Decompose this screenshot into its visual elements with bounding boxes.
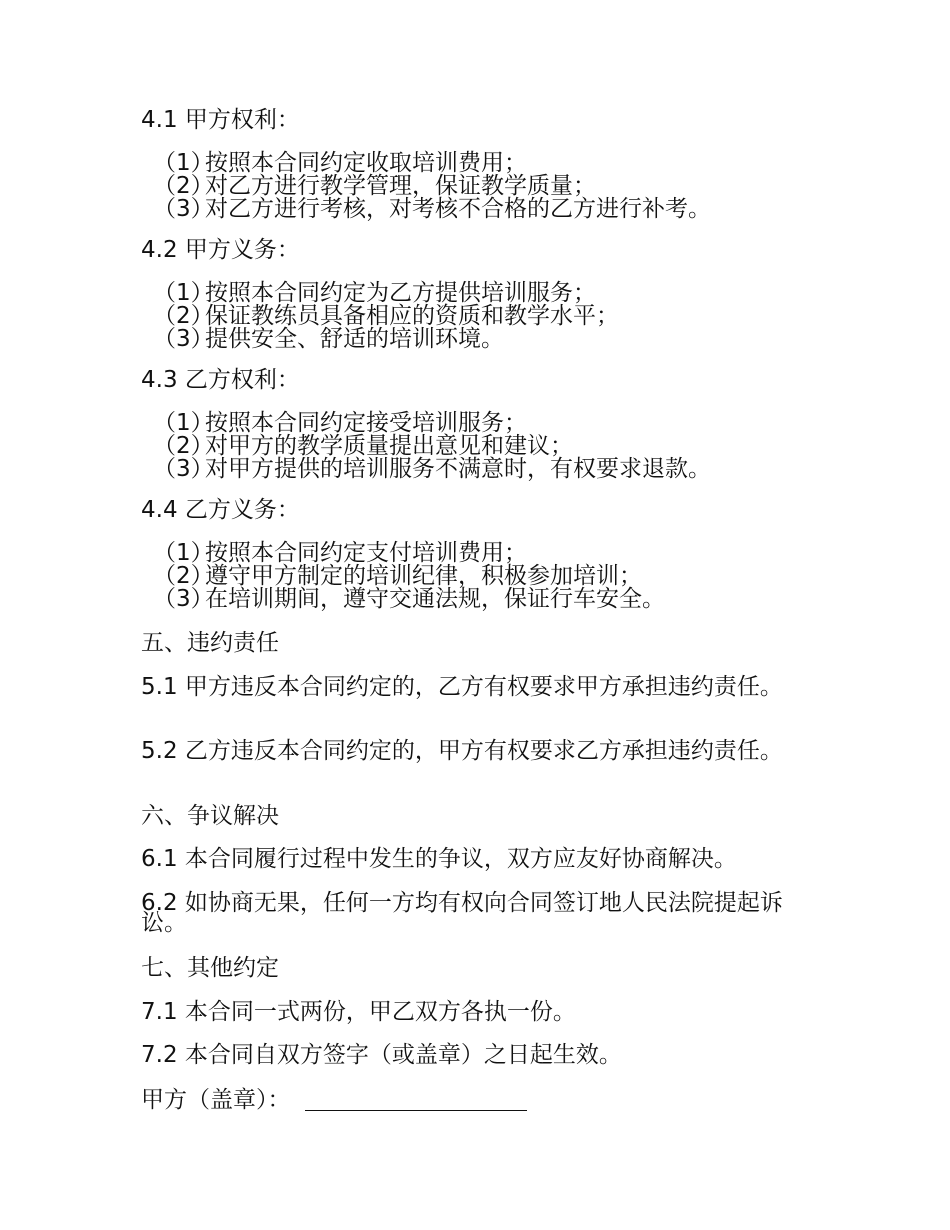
list-item: （1）按照本合同约定为乙方提供培训服务； bbox=[153, 280, 596, 306]
clause-5-1: 5.1 甲方违反本合同约定的，乙方有权要求甲方承担违约责任。 bbox=[141, 674, 783, 700]
list-item: （3）在培训期间，遵守交通法规，保证行车安全。 bbox=[153, 586, 665, 612]
list-item: （1）按照本合同约定接受培训服务； bbox=[153, 410, 527, 436]
heading-4-1: 4.1 甲方权利： bbox=[141, 107, 300, 133]
list-item: （2）保证教练员具备相应的资质和教学水平； bbox=[153, 303, 619, 329]
chapter-5-title: 五、违约责任 bbox=[141, 630, 279, 656]
clause-6-1: 6.1 本合同履行过程中发生的争议，双方应友好协商解决。 bbox=[141, 846, 737, 872]
heading-4-2: 4.2 甲方义务： bbox=[141, 237, 300, 263]
list-item: （2）遵守甲方制定的培训纪律，积极参加培训； bbox=[153, 563, 642, 589]
clause-5-2: 5.2 乙方违反本合同约定的，甲方有权要求乙方承担违约责任。 bbox=[141, 738, 783, 764]
signature-line bbox=[141, 1088, 527, 1112]
heading-4-3: 4.3 乙方权利： bbox=[141, 367, 300, 393]
chapter-6-title: 六、争议解决 bbox=[141, 803, 279, 829]
list-item: （1）按照本合同约定支付培训费用； bbox=[153, 540, 527, 566]
signature-blank[interactable] bbox=[305, 1088, 527, 1111]
list-item: （2）对乙方进行教学管理，保证教学质量； bbox=[153, 173, 596, 199]
chapter-7-title: 七、其他约定 bbox=[141, 955, 279, 981]
party-a-seal-label: 甲方（盖章）： bbox=[141, 1087, 291, 1113]
list-item: （3）对甲方提供的培训服务不满意时，有权要求退款。 bbox=[153, 456, 711, 482]
clause-7-2: 7.2 本合同自双方签字（或盖章）之日起生效。 bbox=[141, 1042, 622, 1068]
clause-7-1: 7.1 本合同一式两份，甲乙双方各执一份。 bbox=[141, 999, 576, 1025]
clause-6-2: 6.2 如协商无果，任何一方均有权向合同签订地人民法院提起诉讼。 bbox=[141, 890, 783, 936]
list-item: （3）提供安全、舒适的培训环境。 bbox=[153, 326, 504, 352]
list-item: （2）对甲方的教学质量提出意见和建议； bbox=[153, 433, 573, 459]
heading-4-4: 4.4 乙方义务： bbox=[141, 497, 300, 523]
list-item: （1）按照本合同约定收取培训费用； bbox=[153, 150, 527, 176]
list-item: （3）对乙方进行考核，对考核不合格的乙方进行补考。 bbox=[153, 196, 711, 222]
